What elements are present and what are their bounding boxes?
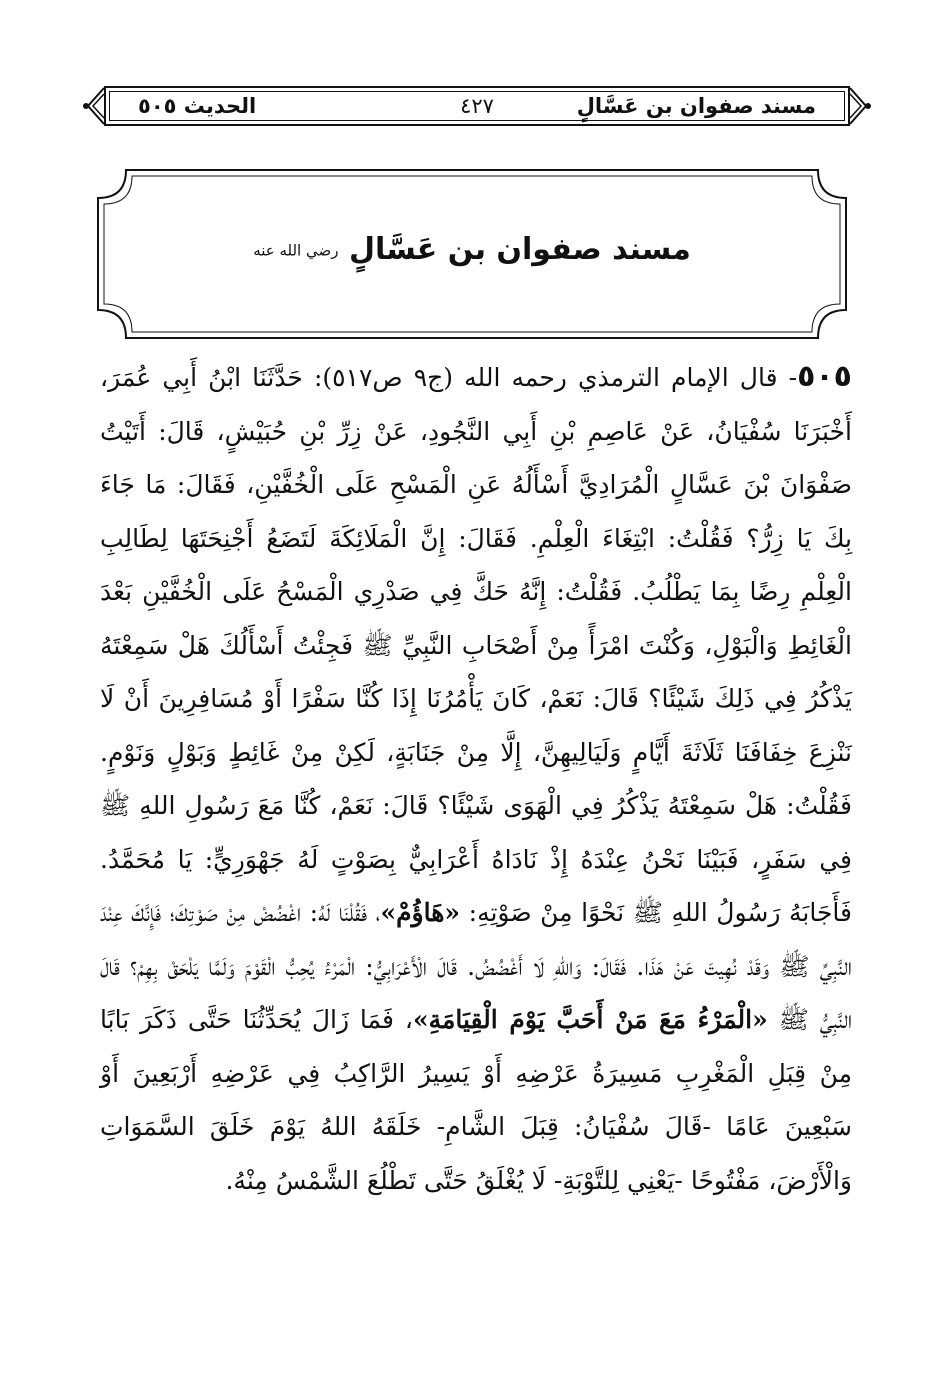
title-cartouche xyxy=(96,168,848,340)
hadith-segment: ، فَقُلْنَا لَهُ: اغْضُضْ مِنْ صَوْتِكَ؛ فَإِنَّكَ عِنْدَ النَّبِيِّ ﷺ وَقَدْ نُهِيتَ عَنْ هَذَا. فَقَالَ: وَاللهِ لَا أَغْضُضُ. قَالَ الْأَعْرَابِيُّ: الْمَرْءُ يُحِبُّ الْقَوْمَ وَلَمَّا يَلْحَقْ بِهِمْ؟ قَالَ النَّبِيُّ ﷺ xyxy=(100,898,852,1034)
section-title-text: مسند صفوان بن عَسَّالٍ xyxy=(348,232,691,267)
header-section-title: مسند صفوان بن عَسَّالٍ xyxy=(576,94,816,118)
hadith-number: ٥٠٥ xyxy=(797,359,852,394)
hadith-segment: - قال الإمام الترمذي رحمه الله (ج٩ ص٥١٧): حَدَّثَنَا ابْنُ أَبِي عُمَرَ، أَخْبَرَنَا سُفْيَانُ، عَنْ عَاصِمِ بْنِ أَبِي النَّجُودِ، عَنْ زِرِّ بْنِ حُبَيْشٍ، قَالَ: أَتَيْتُ صَفْوَانَ بْنَ عَسَّالٍ الْمُرَادِيَّ أَسْأَلُهُ عَنِ الْمَسْحِ عَلَى الْخُفَّيْنِ، فَقَالَ: مَا جَاءَ بِكَ يَا زِرُّ؟ فَقُلْتُ: ابْتِغَاءَ الْعِلْمِ. فَقَالَ: إِنَّ الْمَلَائِكَةَ لَتَضَعُ أَجْنِحَتَهَا لِطَالِبِ الْعِلْمِ رِضًا بِمَا يَطْلُبُ. فَقُلْتُ: إِنَّهُ حَكَّ فِي صَدْرِي الْمَسْحُ عَلَى الْخُفَّيْنِ بَعْدَ الْغَائِطِ وَالْبَوْلِ، وَكُنْتَ امْرَأً مِنْ أَصْحَابِ النَّبِيِّ ﷺ فَجِئْتُ أَسْأَلُكَ هَلْ سَمِعْتَهُ يَذْكُرُ فِي ذَلِكَ شَيْئًا؟ قَالَ: نَعَمْ، كَانَ يَأْمُرُنَا إِذَا كُنَّا سَفْرًا أَوْ مُسَافِرِينَ أَنْ لَا نَنْزِعَ خِفَافَنَا ثَلَاثَةَ أَيَّامٍ وَلَيَالِيهِنَّ، إِلَّا مِنْ جَنَابَةٍ، لَكِنْ مِنْ غَائِطٍ وَبَوْلٍ وَنَوْمٍ. فَقُلْتُ: هَلْ سَمِعْتَهُ يَذْكُرُ فِي الْهَوَى شَيْئًا؟ قَالَ: نَعَمْ، كُنَّا مَعَ رَسُولِ اللهِ ﷺ فِي سَفَرٍ، فَبَيْنَا نَحْنُ عِنْدَهُ إِذْ نَادَاهُ أَعْرَابِيٌّ بِصَوْتٍ لَهُ جَهْوَرِيٍّ: يَا مُحَمَّدُ. فَأَجَابَهُ رَسُولُ اللهِ ﷺ نَحْوًا مِنْ صَوْتِهِ: xyxy=(100,363,852,927)
page-number: ٤٢٧ xyxy=(460,94,494,118)
prophetic-quote: «الْمَرْءُ مَعَ مَنْ أَحَبَّ يَوْمَ الْقِيَامَةِ» xyxy=(412,1005,768,1034)
running-header xyxy=(82,82,872,130)
honorific-symbol: رضي الله عنه xyxy=(253,241,339,260)
prophetic-quote: «هَاؤُمْ» xyxy=(380,898,461,927)
section-title xyxy=(96,230,848,271)
hadith-segment: ، فَمَا زَالَ يُحَدِّثُنَا حَتَّى ذَكَرَ بَابًا مِنْ قِبَلِ الْمَغْرِبِ مَسِيرَةُ عَرْضِهِ أَوْ يَسِيرُ الرَّاكِبُ فِي عَرْضِهِ أَرْبَعِينَ أَوْ سَبْعِينَ عَامًا -قَالَ سُفْيَانُ: قِبَلَ الشَّامِ- خَلَقَهُ اللهُ يَوْمَ خَلَقَ السَّمَوَاتِ وَالْأَرْضَ، مَفْتُوحًا -يَعْنِي لِلتَّوْبَةِ- لَا يُغْلَقُ حَتَّى تَطْلُعَ الشَّمْسُ مِنْهُ. xyxy=(100,1005,852,1195)
header-hadith-label: الحديث ٥٠٥ xyxy=(138,94,257,118)
hadith-text xyxy=(100,350,852,1280)
